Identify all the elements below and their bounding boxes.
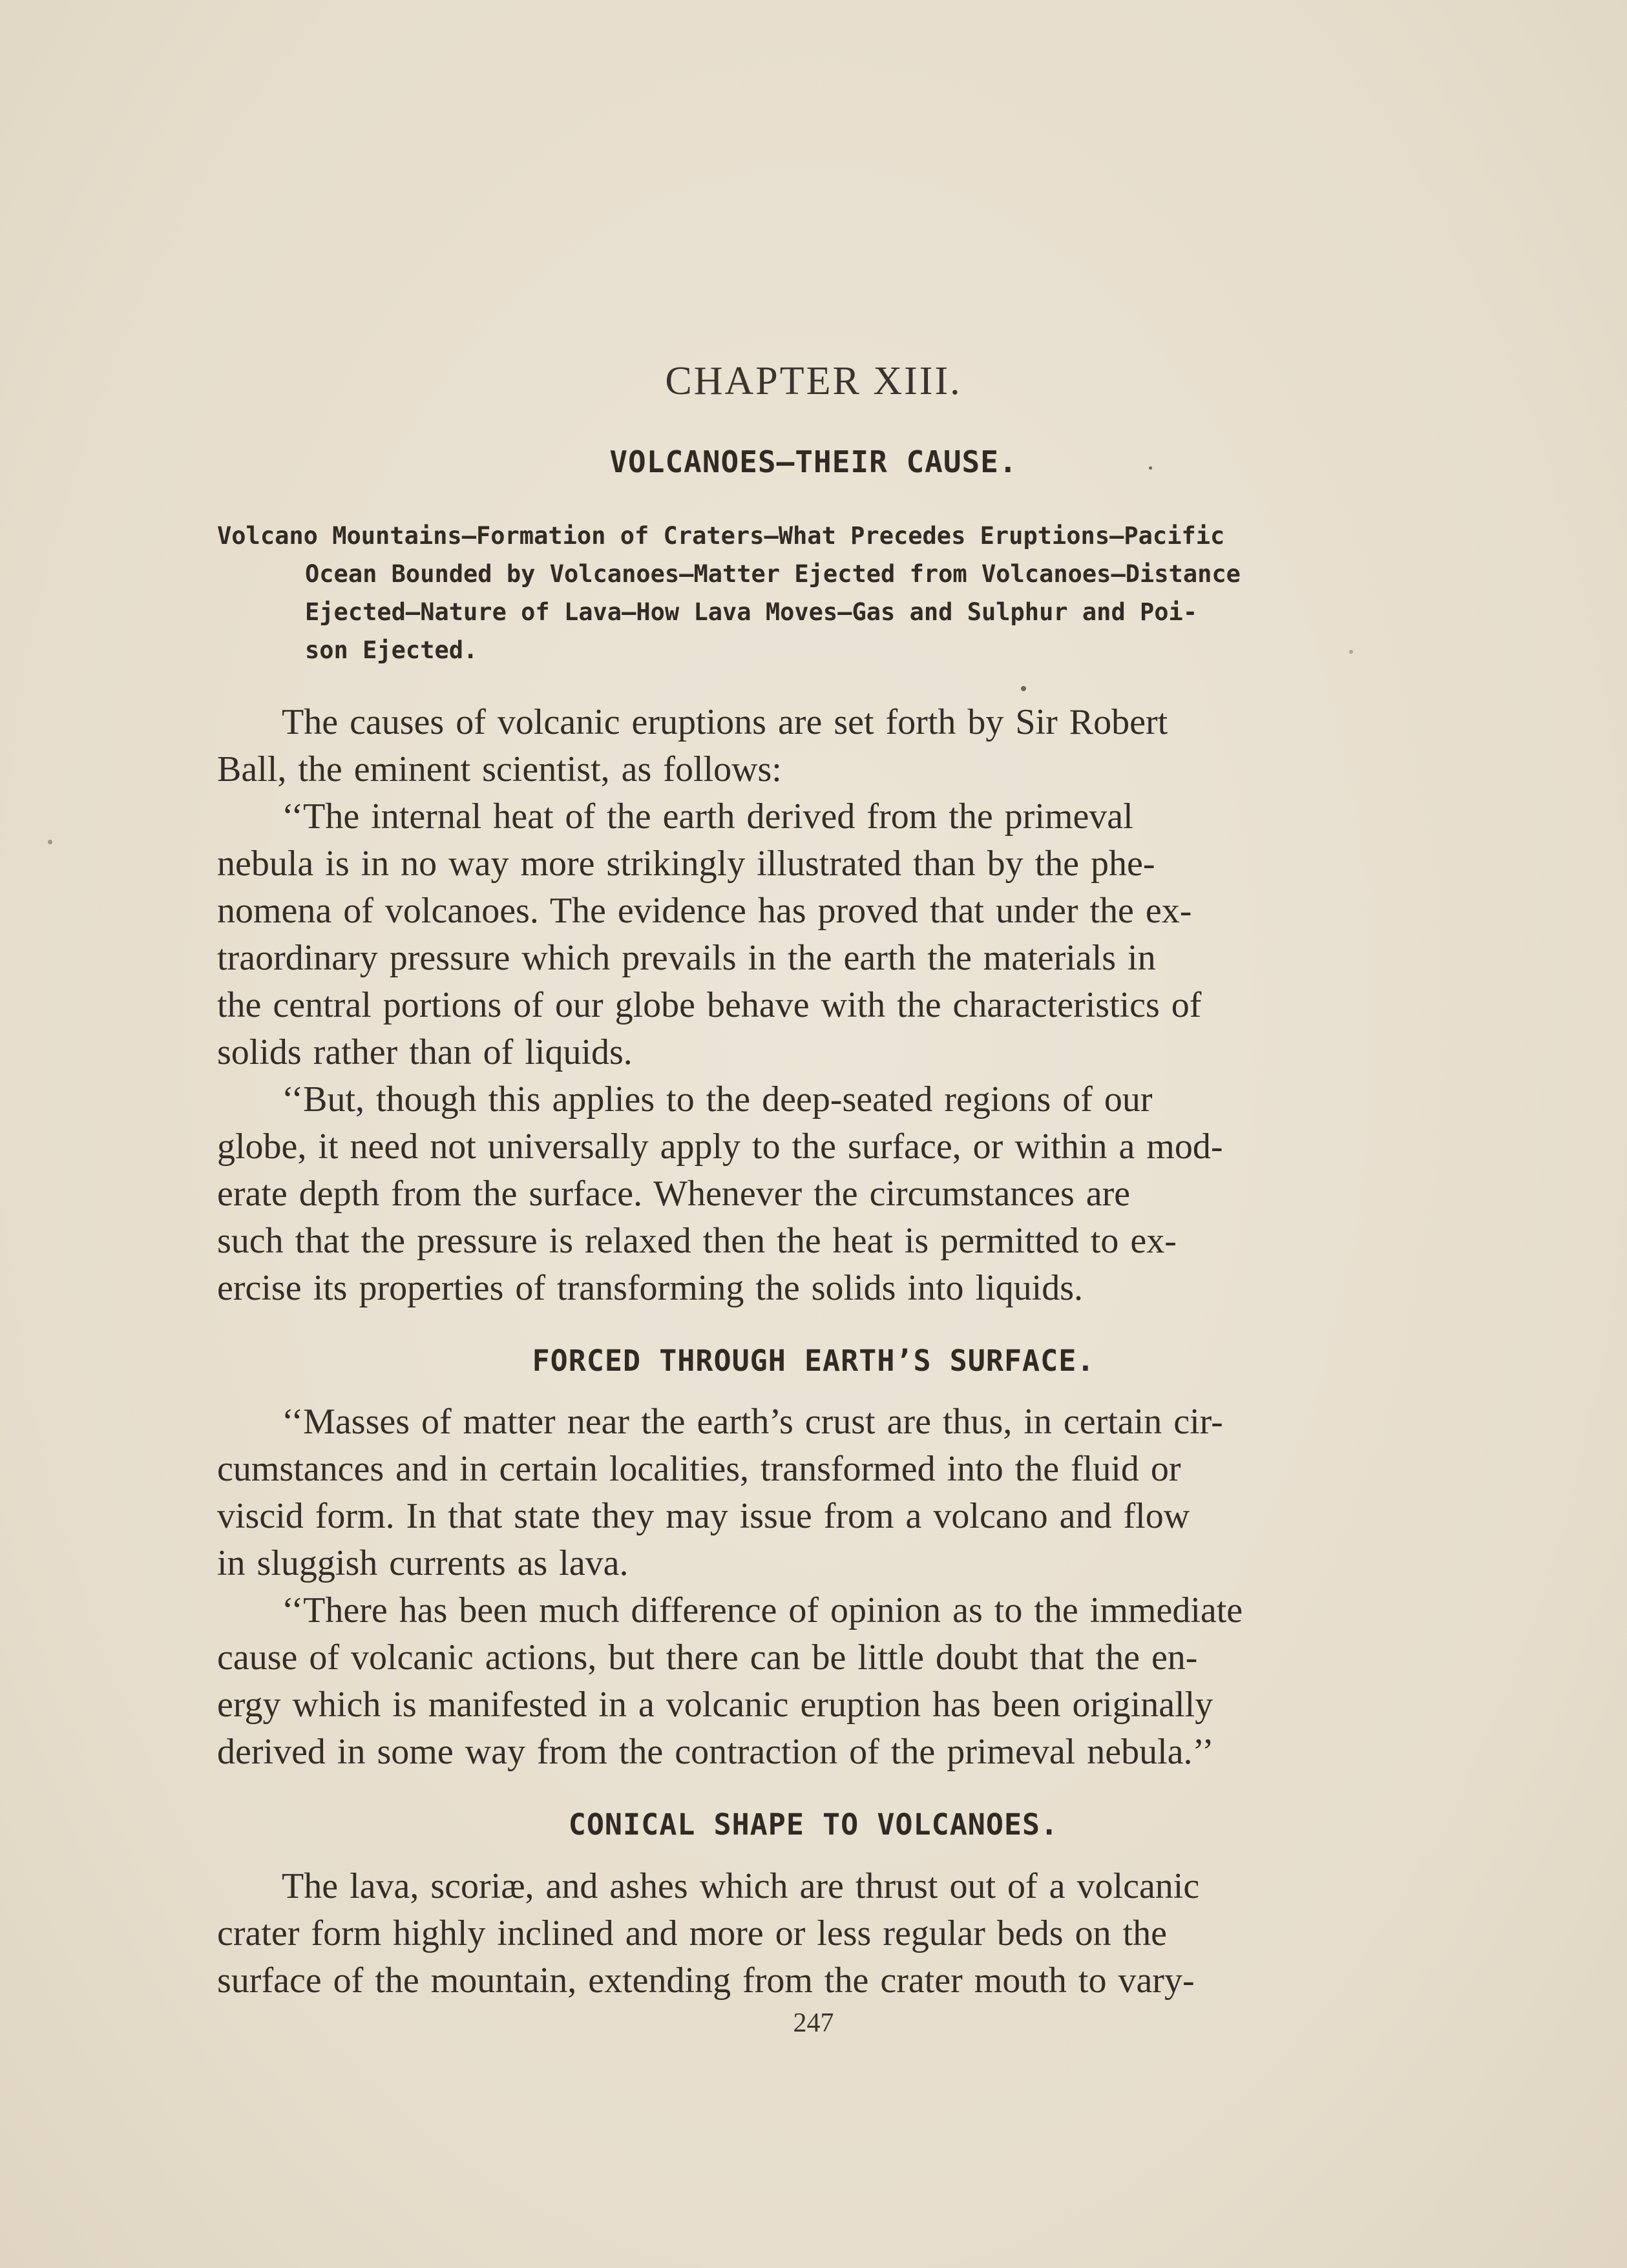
chapter-synopsis <box>217 517 1419 669</box>
text-line: globe, it need not universally apply to the surface, or within a mod- <box>217 1127 1223 1167</box>
text-line: viscid form. In that state they may issue from a volcano and flow <box>217 1496 1190 1536</box>
text-line: cumstances and in certain localities, transformed into the fluid or <box>217 1449 1181 1489</box>
synopsis-line: Ocean Bounded by Volcanoes—Matter Ejected from Volcanoes—Distance <box>305 560 1241 588</box>
text-line: in sluggish currents as lava. <box>217 1543 629 1583</box>
text-line: ergy which is manifested in a volcanic eruption has been originally <box>217 1685 1213 1725</box>
text-line: nebula is in no way more strikingly illustrated than by the phe- <box>217 844 1155 884</box>
text-line: ‘‘There has been much difference of opinion as to the immediate <box>282 1590 1243 1630</box>
text-line: traordinary pressure which prevails in the earth the materials in <box>217 938 1156 978</box>
text-line: such that the pressure is relaxed then the heat is permitted to ex- <box>217 1221 1177 1261</box>
body-block-3 <box>217 1863 1419 2004</box>
text-line: crater form highly inclined and more or less regular beds on the <box>217 1913 1167 1953</box>
text-line: erate depth from the surface. Whenever the circumstances are <box>217 1174 1131 1214</box>
chapter-title: VOLCANOES—THEIR CAUSE. <box>609 444 1018 479</box>
text-line: derived in some way from the contraction of the primeval nebula.’’ <box>217 1732 1214 1772</box>
synopsis-line: Ejected—Nature of Lava—How Lava Moves—Gas and Sulphur and Poi- <box>305 598 1198 626</box>
text-line: ‘‘Masses of matter near the earth’s crust are thus, in certain cir- <box>282 1402 1223 1442</box>
print-speck <box>1021 686 1026 691</box>
body-block-1 <box>217 699 1419 1312</box>
text-line: solids rather than of liquids. <box>217 1032 633 1072</box>
text-line: ‘‘The internal heat of the earth derived from the primeval <box>282 796 1133 837</box>
text-line: ercise its properties of transforming the solids into liquids. <box>217 1268 1084 1308</box>
text-line: The lava, scoriæ, and ashes which are thrust out of a volcanic <box>282 1866 1200 1906</box>
text-line: the central portions of our globe behave with the characteristics of <box>217 985 1202 1025</box>
synopsis-line: Volcano Mountains—Formation of Craters—What Precedes Eruptions—Pacific <box>217 522 1225 550</box>
print-speck <box>48 840 52 844</box>
text-line: cause of volcanic actions, but there can be little doubt that the en- <box>217 1638 1198 1678</box>
text-line: nomena of volcanoes. The evidence has proved that under the ex- <box>217 891 1192 931</box>
page-number: 247 <box>793 2008 834 2038</box>
text-line: ‘‘But, though this applies to the deep-seated regions of our <box>282 1079 1153 1119</box>
section-subheading: CONICAL SHAPE TO VOLCANOES. <box>568 1807 1059 1842</box>
text-line: surface of the mountain, extending from the crater mouth to vary- <box>217 1961 1195 2001</box>
text-line: Ball, the eminent scientist, as follows: <box>217 749 782 789</box>
section-subheading: FORCED THROUGH EARTH’S SURFACE. <box>532 1344 1095 1378</box>
chapter-heading: CHAPTER XIII. <box>665 359 962 403</box>
body-block-2 <box>217 1399 1419 1776</box>
text-line: The causes of volcanic eruptions are set forth by Sir Robert <box>282 702 1168 742</box>
synopsis-line: son Ejected. <box>305 636 478 664</box>
